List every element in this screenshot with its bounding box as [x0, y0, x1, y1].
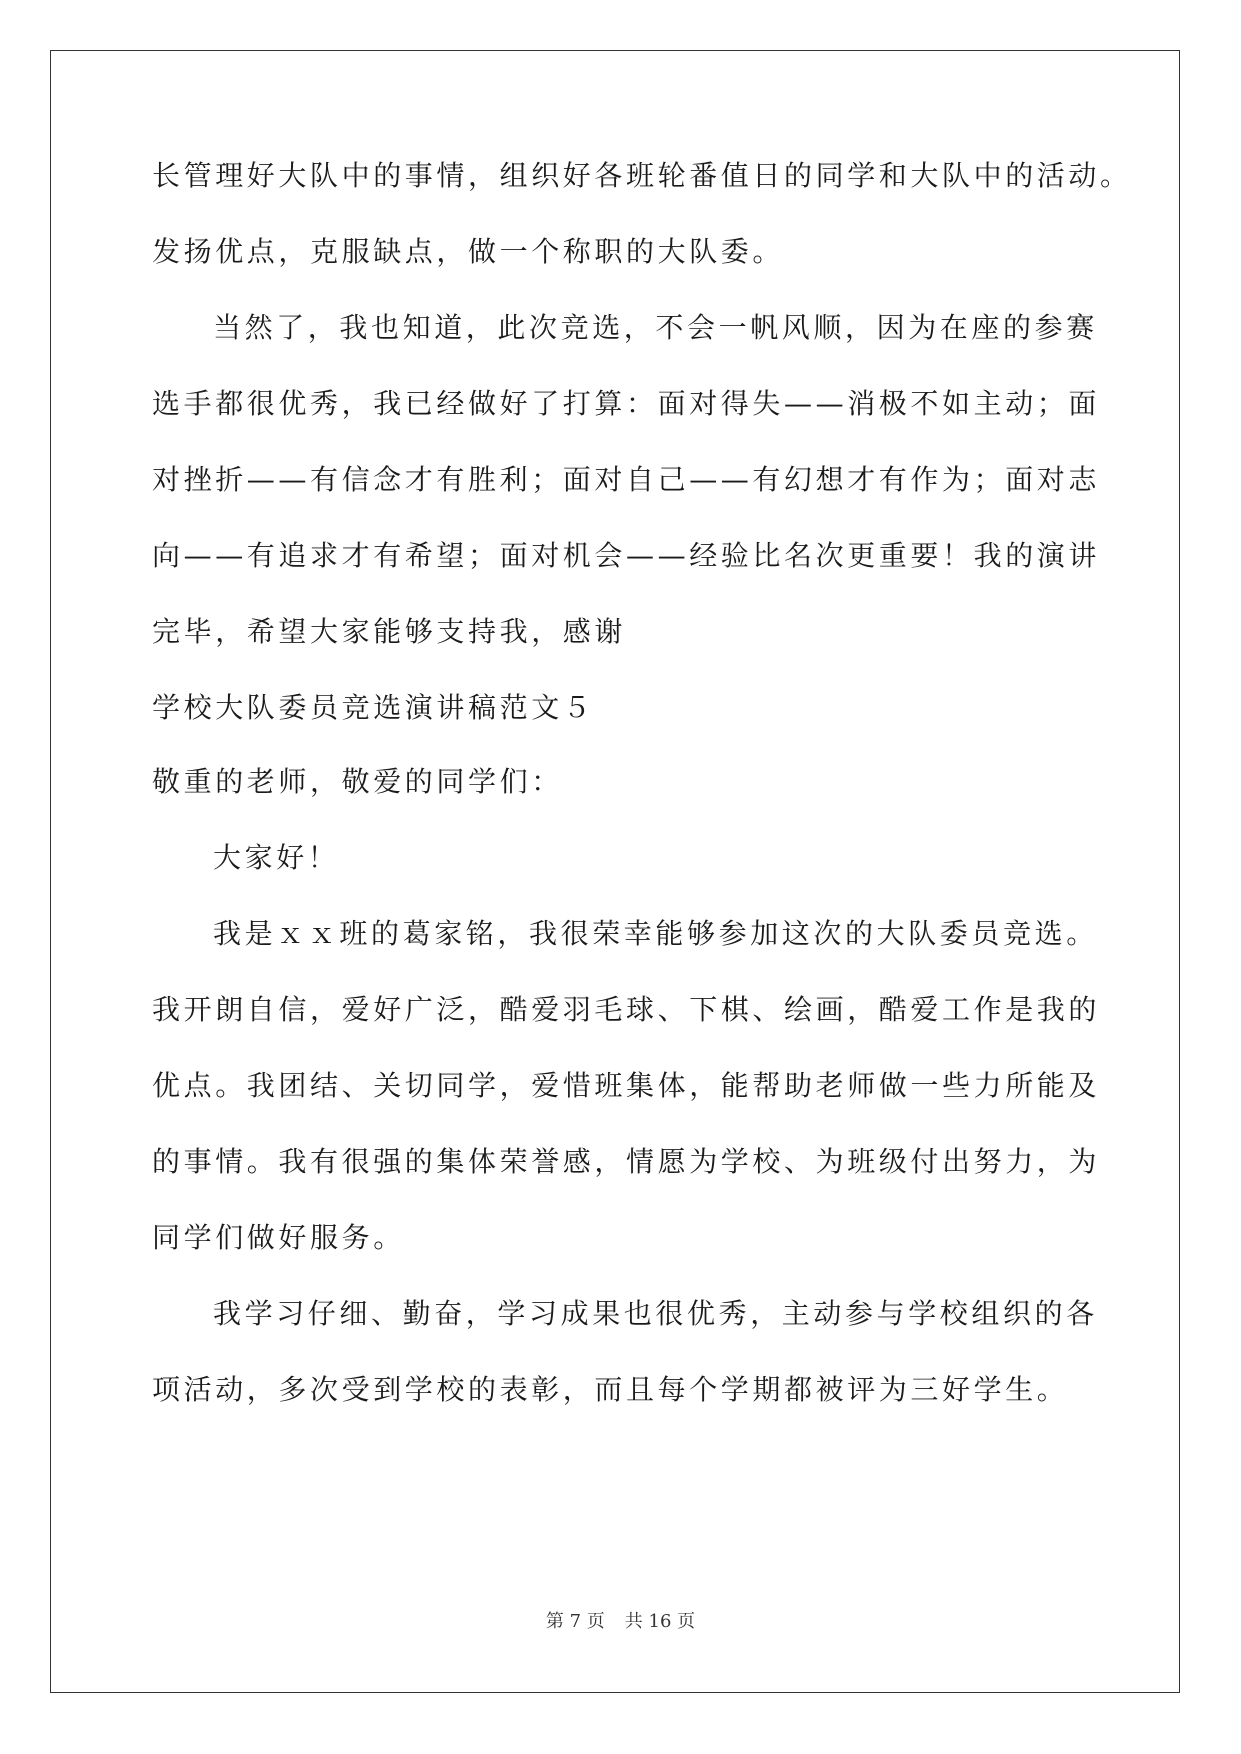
paragraph-line: 发扬优点，克服缺点，做一个称职的大队委。 [152, 235, 785, 268]
paragraph-line: 长管理好大队中的事情，组织好各班轮番值日的同学和大队中的活动。 [152, 159, 1132, 192]
page-footer [0, 1612, 1241, 1632]
paragraph-line: 当然了，我也知道，此次竞选，不会一帆风顺，因为在座的参赛 [213, 311, 1098, 344]
paragraph-line: 项活动，多次受到学校的表彰，而且每个学期都被评为三好学生。 [152, 1373, 1069, 1406]
page-number: 第 7 页 [545, 1611, 605, 1632]
paragraph-line: 对挫折——有信念才有胜利；面对自己——有幻想才有作为；面对志 [152, 463, 1101, 496]
page-total: 共 16 页 [624, 1611, 696, 1632]
paragraph-line: 我是ｘｘ班的葛家铭，我很荣幸能够参加这次的大队委员竞选。 [213, 917, 1098, 950]
paragraph-line: 同学们做好服务。 [152, 1221, 405, 1254]
document-body [152, 159, 1132, 1450]
greeting-line: 大家好！ [213, 841, 340, 874]
paragraph-line: 我学习仔细、勤奋，学习成果也很优秀，主动参与学校组织的各 [213, 1297, 1098, 1330]
paragraph-line: 我开朗自信，爱好广泛，酷爱羽毛球、下棋、绘画，酷爱工作是我的 [152, 993, 1101, 1026]
paragraph-line: 优点。我团结、关切同学，爱惜班集体，能帮助老师做一些力所能及 [152, 1069, 1101, 1102]
salutation-line: 敬重的老师，敬爱的同学们： [152, 765, 563, 798]
paragraph-line: 的事情。我有很强的集体荣誉感，情愿为学校、为班级付出努力，为 [152, 1145, 1101, 1178]
paragraph-line: 选手都很优秀，我已经做好了打算：面对得失——消极不如主动；面 [152, 387, 1101, 420]
paragraph-line: 完毕，希望大家能够支持我，感谢 [152, 615, 627, 648]
paragraph-line: 向——有追求才有希望；面对机会——经验比名次更重要！我的演讲 [152, 539, 1101, 572]
section-heading: 学校大队委员竞选演讲稿范文５ [152, 691, 595, 724]
